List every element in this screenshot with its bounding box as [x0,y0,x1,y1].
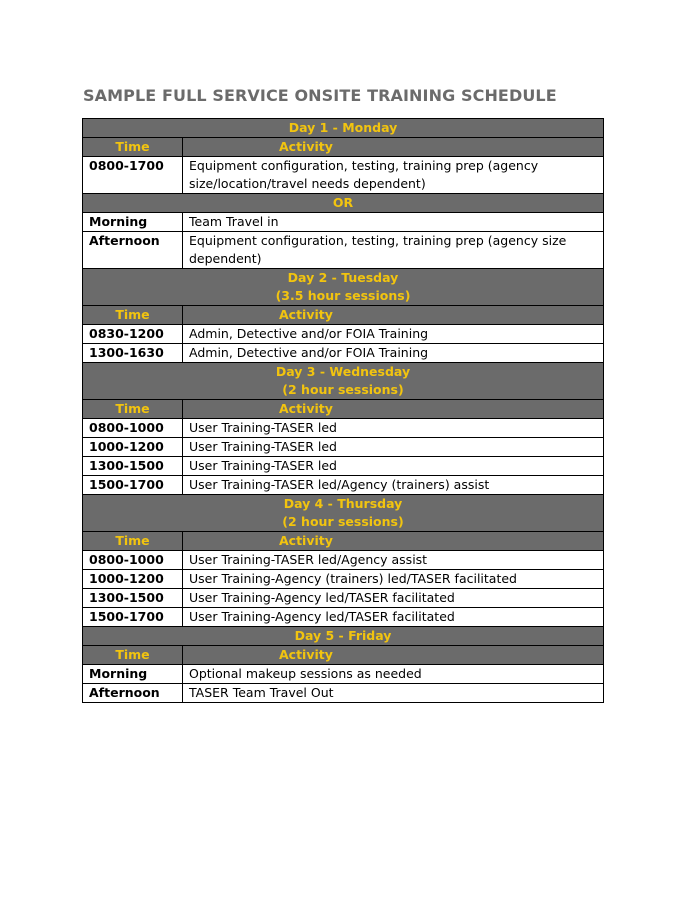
table-row [83,438,604,457]
time-cell: 1500-1700 [83,608,183,627]
time-cell: 0800-1700 [83,157,183,194]
day-title: Day 3 - Wednesday [275,364,411,379]
time-cell: 1300-1630 [83,344,183,363]
table-row [83,476,604,495]
time-column-header: Time [83,532,183,551]
table-row [83,608,604,627]
time-cell: 1000-1200 [83,570,183,589]
activity-column-header: Activity [183,306,604,325]
time-cell: Morning [83,213,183,232]
time-column-header: Time [83,646,183,665]
table-row [83,570,604,589]
day-subtitle: (3.5 hour sessions) [275,288,411,303]
day-header [83,269,604,306]
table-row [83,232,604,269]
column-header-row [83,646,604,665]
table-row [83,344,604,363]
activity-cell: Equipment configuration, testing, training prep (agency size dependent) [183,232,604,269]
activity-cell: Equipment configuration, testing, training prep (agency size/location/travel needs dependent) [183,157,604,194]
activity-cell: Optional makeup sessions as needed [183,665,604,684]
time-cell: 1000-1200 [83,438,183,457]
table-row [83,457,604,476]
time-cell: 1500-1700 [83,476,183,495]
activity-cell: User Training-Agency led/TASER facilitated [183,608,604,627]
training-schedule-table [82,118,604,703]
table-row [83,419,604,438]
column-header-row [83,532,604,551]
day-header [83,627,604,646]
day-header [83,495,604,532]
time-column-header: Time [83,306,183,325]
page-title: SAMPLE FULL SERVICE ONSITE TRAINING SCHEDULE [83,86,557,105]
day-title: Day 1 - Monday [83,119,604,138]
table-row [83,325,604,344]
day-subtitle: (2 hour sessions) [282,514,404,529]
or-separator [83,194,604,213]
activity-cell: User Training-TASER led [183,438,604,457]
day-header [83,119,604,138]
day-subtitle: (2 hour sessions) [282,382,404,397]
activity-column-header: Activity [183,138,604,157]
time-cell: 0800-1000 [83,419,183,438]
time-cell: 1300-1500 [83,457,183,476]
activity-cell: User Training-TASER led [183,419,604,438]
activity-column-header: Activity [183,400,604,419]
time-cell: Afternoon [83,684,183,703]
column-header-row [83,400,604,419]
time-cell: 1300-1500 [83,589,183,608]
activity-cell: User Training-Agency (trainers) led/TASER facilitated [183,570,604,589]
activity-column-header: Activity [183,646,604,665]
time-cell: Afternoon [83,232,183,269]
table-row [83,551,604,570]
time-column-header: Time [83,400,183,419]
column-header-row [83,306,604,325]
day-title: Day 5 - Friday [83,627,604,646]
activity-cell: TASER Team Travel Out [183,684,604,703]
or-label: OR [83,194,604,213]
time-column-header: Time [83,138,183,157]
activity-cell: Team Travel in [183,213,604,232]
day-title: Day 2 - Tuesday [287,270,399,285]
activity-cell: Admin, Detective and/or FOIA Training [183,344,604,363]
activity-cell: Admin, Detective and/or FOIA Training [183,325,604,344]
time-cell: 0830-1200 [83,325,183,344]
table-row [83,589,604,608]
table-row [83,665,604,684]
day-header [83,363,604,400]
table-row [83,157,604,194]
activity-cell: User Training-TASER led [183,457,604,476]
time-cell: 0800-1000 [83,551,183,570]
activity-cell: User Training-TASER led/Agency assist [183,551,604,570]
table-row [83,684,604,703]
table-row [83,213,604,232]
day-title: Day 4 - Thursday [283,496,403,511]
time-cell: Morning [83,665,183,684]
column-header-row [83,138,604,157]
activity-cell: User Training-Agency led/TASER facilitated [183,589,604,608]
activity-column-header: Activity [183,532,604,551]
activity-cell: User Training-TASER led/Agency (trainers) assist [183,476,604,495]
